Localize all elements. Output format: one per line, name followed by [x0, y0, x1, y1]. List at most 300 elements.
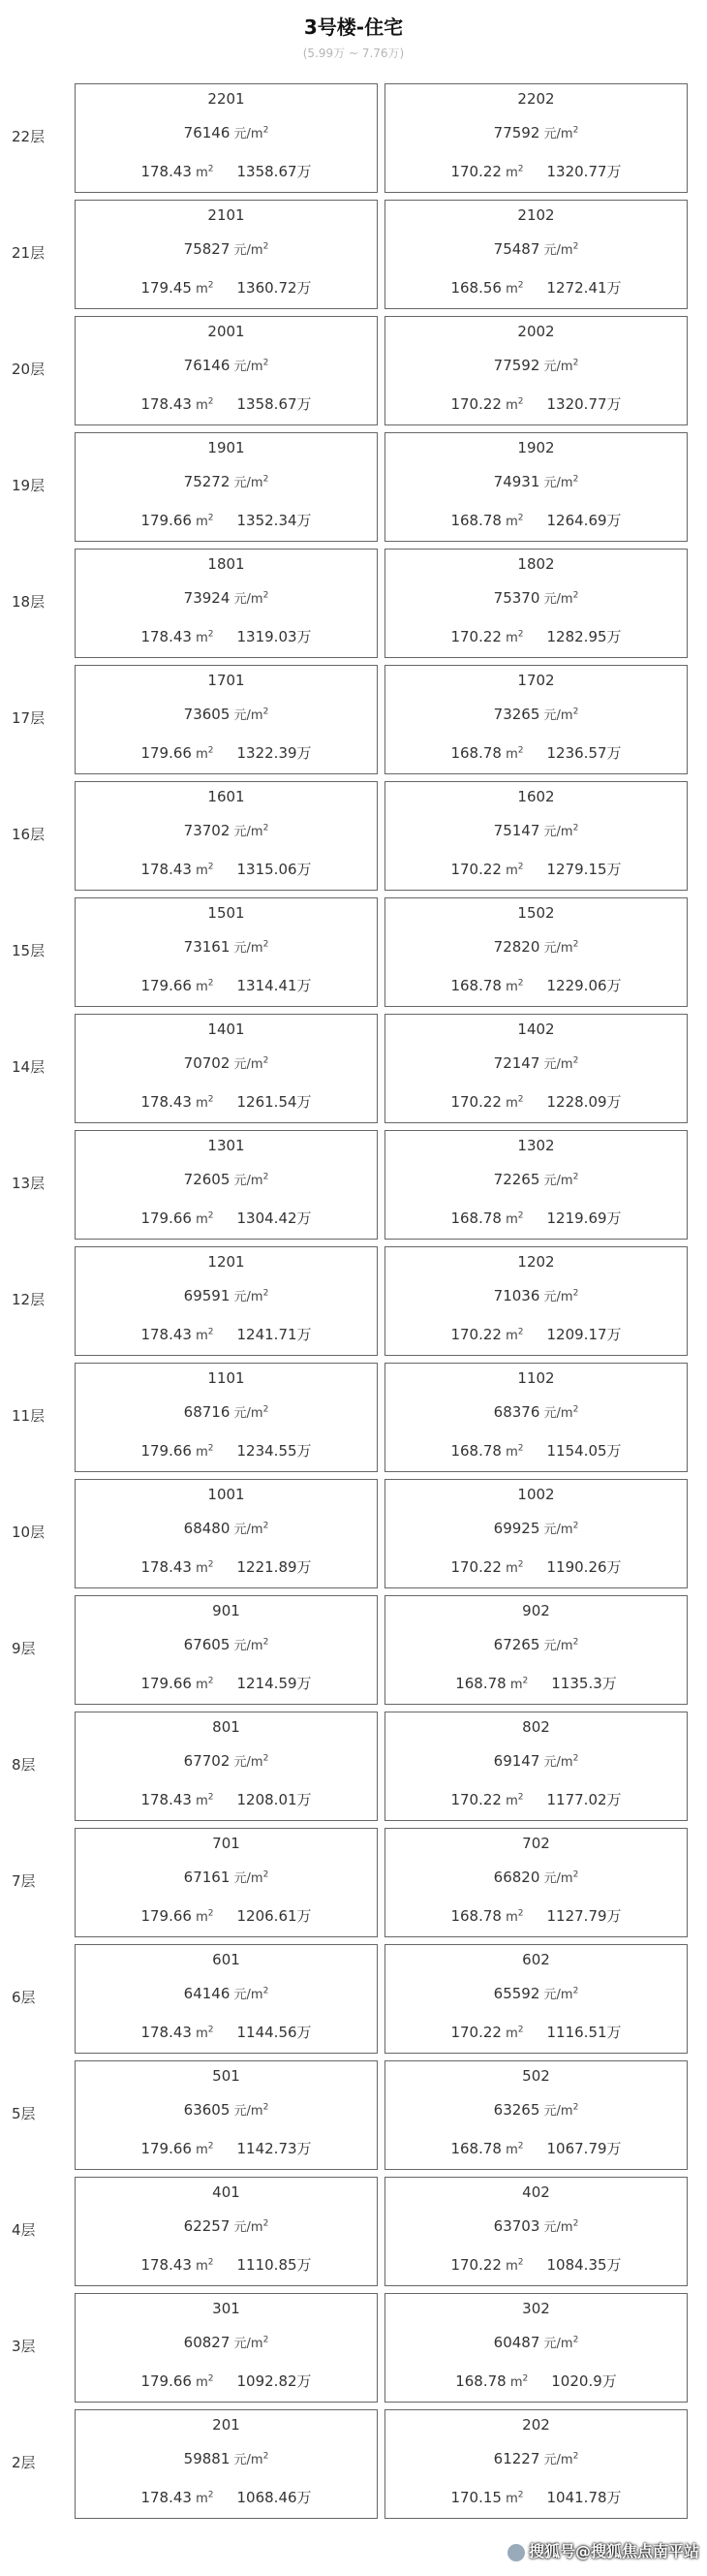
floor-row — [0, 316, 707, 426]
squared-mark: 2 — [572, 1404, 579, 1415]
unit-card[interactable] — [75, 1130, 378, 1240]
unit-price-line — [385, 1402, 687, 1421]
unit-area-total-line — [76, 1673, 377, 1693]
price-unit-text: 元/m — [543, 941, 573, 956]
unit-total-price: 1144.56 — [236, 2024, 297, 2041]
area-unit-text: m — [506, 1212, 518, 1227]
unit-card[interactable] — [75, 781, 378, 891]
squared-mark: 2 — [517, 1559, 524, 1570]
unit-card[interactable] — [384, 2293, 688, 2403]
area-unit-label — [502, 1212, 524, 1227]
floor-row — [0, 1363, 707, 1473]
area-unit-label — [502, 166, 524, 180]
unit-card[interactable] — [75, 2293, 378, 2403]
area-unit-text: m — [506, 282, 518, 297]
unit-total-price: 1320.77 — [546, 163, 607, 180]
unit-card[interactable] — [75, 2060, 378, 2170]
unit-area-total-line — [76, 859, 377, 879]
squared-mark: 2 — [262, 1986, 269, 1996]
squared-mark: 2 — [262, 358, 269, 368]
unit-number: 1202 — [517, 1253, 555, 1271]
unit-total-price: 1209.17 — [546, 1326, 607, 1343]
unit-number: 802 — [522, 1718, 550, 1736]
floor-label: 18层 — [12, 593, 46, 611]
unit-price: 62257 — [183, 2217, 231, 2235]
unit-number: 302 — [522, 2300, 550, 2317]
unit-number: 1002 — [517, 1486, 555, 1503]
squared-mark: 2 — [262, 707, 269, 717]
unit-card[interactable] — [75, 1595, 378, 1705]
price-unit-text: 元/m — [543, 1290, 573, 1304]
total-unit-suffix: 万 — [606, 1209, 622, 1227]
unit-price-line — [76, 2216, 377, 2235]
area-unit-label — [192, 2492, 214, 2506]
floor-row — [0, 2060, 707, 2171]
unit-price: 61227 — [493, 2450, 540, 2467]
unit-total-price: 1261.54 — [236, 1093, 297, 1111]
unit-area-total-line — [76, 1091, 377, 1112]
squared-mark: 2 — [207, 1210, 214, 1221]
total-unit-suffix: 万 — [296, 1093, 312, 1111]
area-unit-label — [502, 1794, 524, 1808]
area-unit-label — [192, 166, 214, 180]
unit-number: 1602 — [517, 788, 555, 805]
area-unit-text: m — [196, 1910, 208, 1925]
area-unit-label — [192, 398, 214, 413]
unit-card[interactable] — [384, 83, 688, 193]
unit-number: 1501 — [207, 904, 245, 922]
unit-card[interactable] — [75, 1479, 378, 1588]
price-unit-text: 元/m — [543, 360, 573, 374]
area-unit-text: m — [506, 1794, 518, 1808]
floor-row — [0, 549, 707, 659]
unit-area-total-line — [385, 1556, 687, 1577]
unit-card[interactable] — [384, 1363, 688, 1472]
area-unit-label — [192, 515, 214, 529]
total-unit-suffix: 万 — [296, 2024, 312, 2041]
unit-price: 74931 — [493, 473, 540, 490]
price-unit-text: 元/m — [543, 127, 573, 141]
price-unit-label — [539, 2220, 578, 2235]
unit-price: 75272 — [183, 473, 231, 490]
area-unit-text: m — [506, 1096, 518, 1111]
unit-price: 63605 — [183, 2101, 231, 2119]
unit-number: 1901 — [207, 439, 245, 456]
total-unit-suffix: 万 — [296, 163, 312, 180]
unit-price: 60827 — [183, 2334, 231, 2351]
unit-price: 59881 — [183, 2450, 231, 2467]
squared-mark: 2 — [207, 862, 214, 872]
unit-card[interactable] — [384, 897, 688, 1007]
floor-label: 7层 — [12, 1872, 36, 1890]
price-unit-text: 元/m — [543, 2337, 573, 2351]
unit-total-price: 1319.03 — [236, 628, 297, 645]
area-unit-label — [192, 1910, 214, 1925]
area-unit-label — [502, 1096, 524, 1111]
unit-card[interactable] — [384, 2177, 688, 2286]
unit-area-total-line — [76, 1556, 377, 1577]
price-unit-label — [539, 708, 578, 723]
squared-mark: 2 — [207, 164, 214, 174]
area-unit-label — [192, 1794, 214, 1808]
unit-number: 2001 — [207, 323, 245, 340]
squared-mark: 2 — [517, 513, 524, 523]
unit-total-price: 1092.82 — [236, 2372, 297, 2390]
total-unit-suffix: 万 — [606, 1442, 622, 1460]
area-unit-label — [192, 282, 214, 297]
squared-mark: 2 — [262, 2102, 269, 2113]
squared-mark: 2 — [207, 2373, 214, 2384]
total-unit-suffix: 万 — [606, 279, 622, 297]
unit-number: 701 — [212, 1835, 240, 1852]
squared-mark: 2 — [572, 125, 579, 136]
area-unit-label — [192, 980, 214, 994]
unit-area: 170.22 — [450, 163, 502, 180]
price-unit-label — [539, 127, 578, 141]
unit-total-price: 1360.72 — [236, 279, 297, 297]
price-unit-text: 元/m — [233, 825, 263, 839]
squared-mark: 2 — [207, 1676, 214, 1686]
unit-number: 1302 — [517, 1137, 555, 1154]
unit-card[interactable] — [384, 432, 688, 542]
unit-area: 168.78 — [450, 2140, 502, 2157]
area-unit-text: m — [196, 2259, 208, 2274]
price-unit-text: 元/m — [233, 1290, 263, 1304]
price-unit-text: 元/m — [543, 708, 573, 723]
total-unit-suffix: 万 — [296, 2489, 312, 2506]
squared-mark: 2 — [517, 862, 524, 872]
squared-mark: 2 — [262, 1288, 269, 1299]
unit-price-line — [385, 821, 687, 839]
unit-area: 179.66 — [140, 977, 192, 994]
unit-total-price: 1221.89 — [236, 1558, 297, 1576]
unit-number: 1102 — [517, 1369, 555, 1387]
unit-area: 170.22 — [450, 1093, 502, 1111]
unit-total-price: 1272.41 — [546, 279, 607, 297]
unit-price-line — [385, 123, 687, 141]
area-unit-label — [502, 1329, 524, 1343]
total-unit-suffix: 万 — [296, 1675, 312, 1692]
unit-card[interactable] — [384, 1828, 688, 1937]
floor-row — [0, 1712, 707, 1822]
unit-card[interactable] — [384, 316, 688, 425]
floor-label: 20层 — [12, 361, 46, 378]
unit-area-total-line — [385, 975, 687, 995]
unit-card[interactable] — [75, 83, 378, 193]
unit-number: 601 — [212, 1951, 240, 1968]
unit-number: 2202 — [517, 90, 555, 108]
unit-card[interactable] — [75, 1246, 378, 1356]
area-unit-text: m — [196, 166, 208, 180]
squared-mark: 2 — [262, 241, 269, 252]
unit-total-price: 1322.39 — [236, 744, 297, 762]
unit-price-line — [76, 2333, 377, 2351]
unit-area-total-line — [76, 161, 377, 181]
unit-card[interactable] — [75, 1712, 378, 1821]
unit-total-price: 1190.26 — [546, 1558, 607, 1576]
unit-area: 178.43 — [140, 1558, 192, 1576]
unit-card[interactable] — [75, 2409, 378, 2519]
unit-area: 170.22 — [450, 2256, 502, 2274]
price-unit-label — [230, 2337, 268, 2351]
unit-card[interactable] — [384, 200, 688, 309]
floor-label: 4层 — [12, 2221, 36, 2239]
area-unit-label — [192, 1445, 214, 1460]
unit-area-total-line — [385, 2487, 687, 2507]
unit-card[interactable] — [384, 2060, 688, 2170]
unit-total-price: 1282.95 — [546, 628, 607, 645]
unit-area: 170.22 — [450, 1558, 502, 1576]
unit-area: 170.22 — [450, 1326, 502, 1343]
area-unit-label — [502, 2143, 524, 2157]
price-unit-label — [230, 2453, 268, 2467]
squared-mark: 2 — [572, 1288, 579, 1299]
unit-price: 73605 — [183, 706, 231, 723]
area-unit-label — [502, 864, 524, 878]
unit-total-price: 1214.59 — [236, 1675, 297, 1692]
unit-number: 1401 — [207, 1021, 245, 1038]
unit-card[interactable] — [75, 432, 378, 542]
unit-card[interactable] — [384, 1595, 688, 1705]
squared-mark: 2 — [572, 2451, 579, 2462]
total-unit-suffix: 万 — [296, 1209, 312, 1227]
unit-area: 178.43 — [140, 628, 192, 645]
unit-area-total-line — [76, 2371, 377, 2391]
price-unit-label — [230, 1406, 268, 1421]
total-unit-suffix: 万 — [296, 744, 312, 762]
squared-mark: 2 — [572, 474, 579, 485]
unit-price: 75147 — [493, 822, 540, 839]
unit-price: 64146 — [183, 1985, 231, 2002]
unit-number: 501 — [212, 2067, 240, 2085]
unit-card[interactable] — [384, 1944, 688, 2054]
unit-price-line — [385, 937, 687, 956]
unit-price-line — [385, 2216, 687, 2235]
price-unit-label — [539, 1057, 578, 1072]
floor-row — [0, 2177, 707, 2287]
price-unit-label — [230, 825, 268, 839]
price-unit-label — [539, 360, 578, 374]
price-unit-text: 元/m — [233, 127, 263, 141]
squared-mark: 2 — [572, 2102, 579, 2113]
area-unit-text: m — [506, 2026, 518, 2041]
unit-price-line — [76, 2100, 377, 2119]
unit-area-total-line — [385, 2254, 687, 2275]
unit-card[interactable] — [75, 549, 378, 658]
watermark-text: 搜狐号@搜狐焦点南平站 — [528, 2542, 699, 2560]
price-unit-text: 元/m — [233, 1871, 263, 1886]
unit-card[interactable] — [75, 1828, 378, 1937]
unit-number: 2102 — [517, 206, 555, 224]
unit-card[interactable] — [384, 1712, 688, 1821]
floor-row — [0, 83, 707, 194]
unit-price-line — [385, 1519, 687, 1537]
floor-label: 9层 — [12, 1640, 36, 1657]
unit-area-total-line — [385, 2138, 687, 2158]
area-unit-label — [507, 2375, 529, 2390]
unit-total-price: 1084.35 — [546, 2256, 607, 2274]
area-unit-text: m — [506, 166, 518, 180]
area-unit-label — [192, 2375, 214, 2390]
price-unit-label — [539, 1988, 578, 2002]
unit-total-price: 1208.01 — [236, 1791, 297, 1808]
unit-number: 401 — [212, 2183, 240, 2201]
unit-total-price: 1229.06 — [546, 977, 607, 994]
squared-mark: 2 — [517, 1792, 524, 1803]
total-unit-suffix: 万 — [296, 512, 312, 529]
unit-area-total-line — [385, 161, 687, 181]
unit-area-total-line — [76, 277, 377, 298]
unit-area: 178.43 — [140, 1093, 192, 1111]
floor-label: 10层 — [12, 1524, 46, 1541]
price-unit-text: 元/m — [543, 825, 573, 839]
page-title: 3号楼-住宅 — [303, 16, 404, 39]
area-unit-text: m — [506, 2492, 518, 2506]
unit-price: 76146 — [183, 124, 231, 141]
unit-card[interactable] — [75, 1944, 378, 2054]
price-unit-label — [230, 1639, 268, 1653]
unit-area-total-line — [76, 1324, 377, 1344]
unit-total-price: 1304.42 — [236, 1209, 297, 1227]
squared-mark: 2 — [207, 280, 214, 291]
unit-card[interactable] — [75, 2177, 378, 2286]
unit-number: 702 — [522, 1835, 550, 1852]
area-unit-label — [192, 864, 214, 878]
unit-area: 178.43 — [140, 395, 192, 413]
total-unit-suffix: 万 — [606, 628, 622, 645]
unit-area: 179.66 — [140, 1442, 192, 1460]
unit-price-line — [76, 1868, 377, 1886]
unit-price: 70702 — [183, 1054, 231, 1072]
total-unit-suffix: 万 — [296, 279, 312, 297]
price-unit-text: 元/m — [543, 2104, 573, 2119]
unit-area-total-line — [76, 510, 377, 530]
floor-row — [0, 1130, 707, 1241]
price-unit-text: 元/m — [543, 1523, 573, 1537]
unit-number: 1101 — [207, 1369, 245, 1387]
area-unit-label — [502, 1910, 524, 1925]
area-unit-text: m — [506, 864, 518, 878]
unit-card[interactable] — [384, 1014, 688, 1123]
unit-area-total-line — [385, 2022, 687, 2042]
unit-number: 1301 — [207, 1137, 245, 1154]
unit-number: 1601 — [207, 788, 245, 805]
unit-area: 170.22 — [450, 2024, 502, 2041]
unit-price: 75370 — [493, 589, 540, 607]
floor-row — [0, 1246, 707, 1357]
unit-total-price: 1067.79 — [546, 2140, 607, 2157]
unit-card[interactable] — [384, 1246, 688, 1356]
area-unit-text: m — [506, 1445, 518, 1460]
total-unit-suffix: 万 — [606, 861, 622, 878]
unit-price: 63265 — [493, 2101, 540, 2119]
watermark — [507, 2539, 699, 2561]
area-unit-text: m — [196, 2026, 208, 2041]
price-unit-text: 元/m — [233, 941, 263, 956]
floor-label: 19层 — [12, 477, 46, 494]
unit-card[interactable] — [384, 665, 688, 774]
price-unit-label — [230, 2220, 268, 2235]
price-unit-label — [230, 708, 268, 723]
floor-label: 17层 — [12, 709, 46, 727]
unit-number: 1702 — [517, 672, 555, 689]
unit-area: 168.78 — [450, 1442, 502, 1460]
floor-row — [0, 1479, 707, 1589]
price-unit-label — [230, 592, 268, 607]
area-unit-label — [502, 631, 524, 645]
area-unit-label — [192, 1561, 214, 1576]
unit-price-line — [76, 472, 377, 490]
unit-card[interactable] — [75, 665, 378, 774]
unit-price-line — [385, 1170, 687, 1188]
unit-card[interactable] — [384, 1479, 688, 1588]
unit-price-line — [385, 1868, 687, 1886]
unit-number: 502 — [522, 2067, 550, 2085]
price-unit-text: 元/m — [233, 1057, 263, 1072]
unit-price-line — [76, 123, 377, 141]
squared-mark: 2 — [517, 164, 524, 174]
unit-area: 179.66 — [140, 2372, 192, 2390]
squared-mark: 2 — [207, 1559, 214, 1570]
unit-area-total-line — [385, 277, 687, 298]
squared-mark: 2 — [572, 1869, 579, 1880]
area-unit-text: m — [196, 1329, 208, 1343]
area-unit-text: m — [509, 2375, 523, 2390]
unit-area: 168.78 — [455, 1675, 507, 1692]
unit-card[interactable] — [75, 1014, 378, 1123]
unit-area-total-line — [385, 1208, 687, 1228]
price-unit-label — [539, 2337, 578, 2351]
total-unit-suffix: 万 — [296, 2256, 312, 2274]
squared-mark: 2 — [207, 745, 214, 756]
price-unit-text: 元/m — [233, 2104, 263, 2119]
squared-mark: 2 — [572, 1172, 579, 1182]
price-unit-label — [539, 941, 578, 956]
area-unit-text: m — [506, 747, 518, 762]
squared-mark: 2 — [207, 2490, 214, 2500]
unit-card[interactable] — [75, 897, 378, 1007]
unit-price-line — [76, 1984, 377, 2002]
area-unit-text: m — [196, 1212, 208, 1227]
unit-card[interactable] — [384, 1130, 688, 1240]
unit-number: 602 — [522, 1951, 550, 1968]
total-unit-suffix: 万 — [606, 163, 622, 180]
unit-card[interactable] — [384, 781, 688, 891]
squared-mark: 2 — [262, 2451, 269, 2462]
total-unit-suffix: 万 — [296, 1907, 312, 1925]
unit-total-price: 1320.77 — [546, 395, 607, 413]
floor-row — [0, 1595, 707, 1706]
unit-card[interactable] — [75, 200, 378, 309]
area-unit-label — [502, 398, 524, 413]
floor-label: 13层 — [12, 1175, 46, 1192]
unit-price: 67161 — [183, 1869, 231, 1886]
unit-card[interactable] — [384, 549, 688, 658]
unit-number: 201 — [212, 2416, 240, 2434]
total-unit-suffix: 万 — [296, 395, 312, 413]
unit-price: 68716 — [183, 1403, 231, 1421]
unit-card[interactable] — [75, 1363, 378, 1472]
squared-mark: 2 — [262, 1869, 269, 1880]
unit-price-line — [385, 2333, 687, 2351]
unit-card[interactable] — [75, 316, 378, 425]
squared-mark: 2 — [572, 823, 579, 833]
squared-mark: 2 — [207, 629, 214, 640]
unit-price: 68480 — [183, 1520, 231, 1537]
unit-card[interactable] — [384, 2409, 688, 2519]
unit-area-total-line — [76, 1789, 377, 1809]
unit-area: 168.78 — [450, 744, 502, 762]
